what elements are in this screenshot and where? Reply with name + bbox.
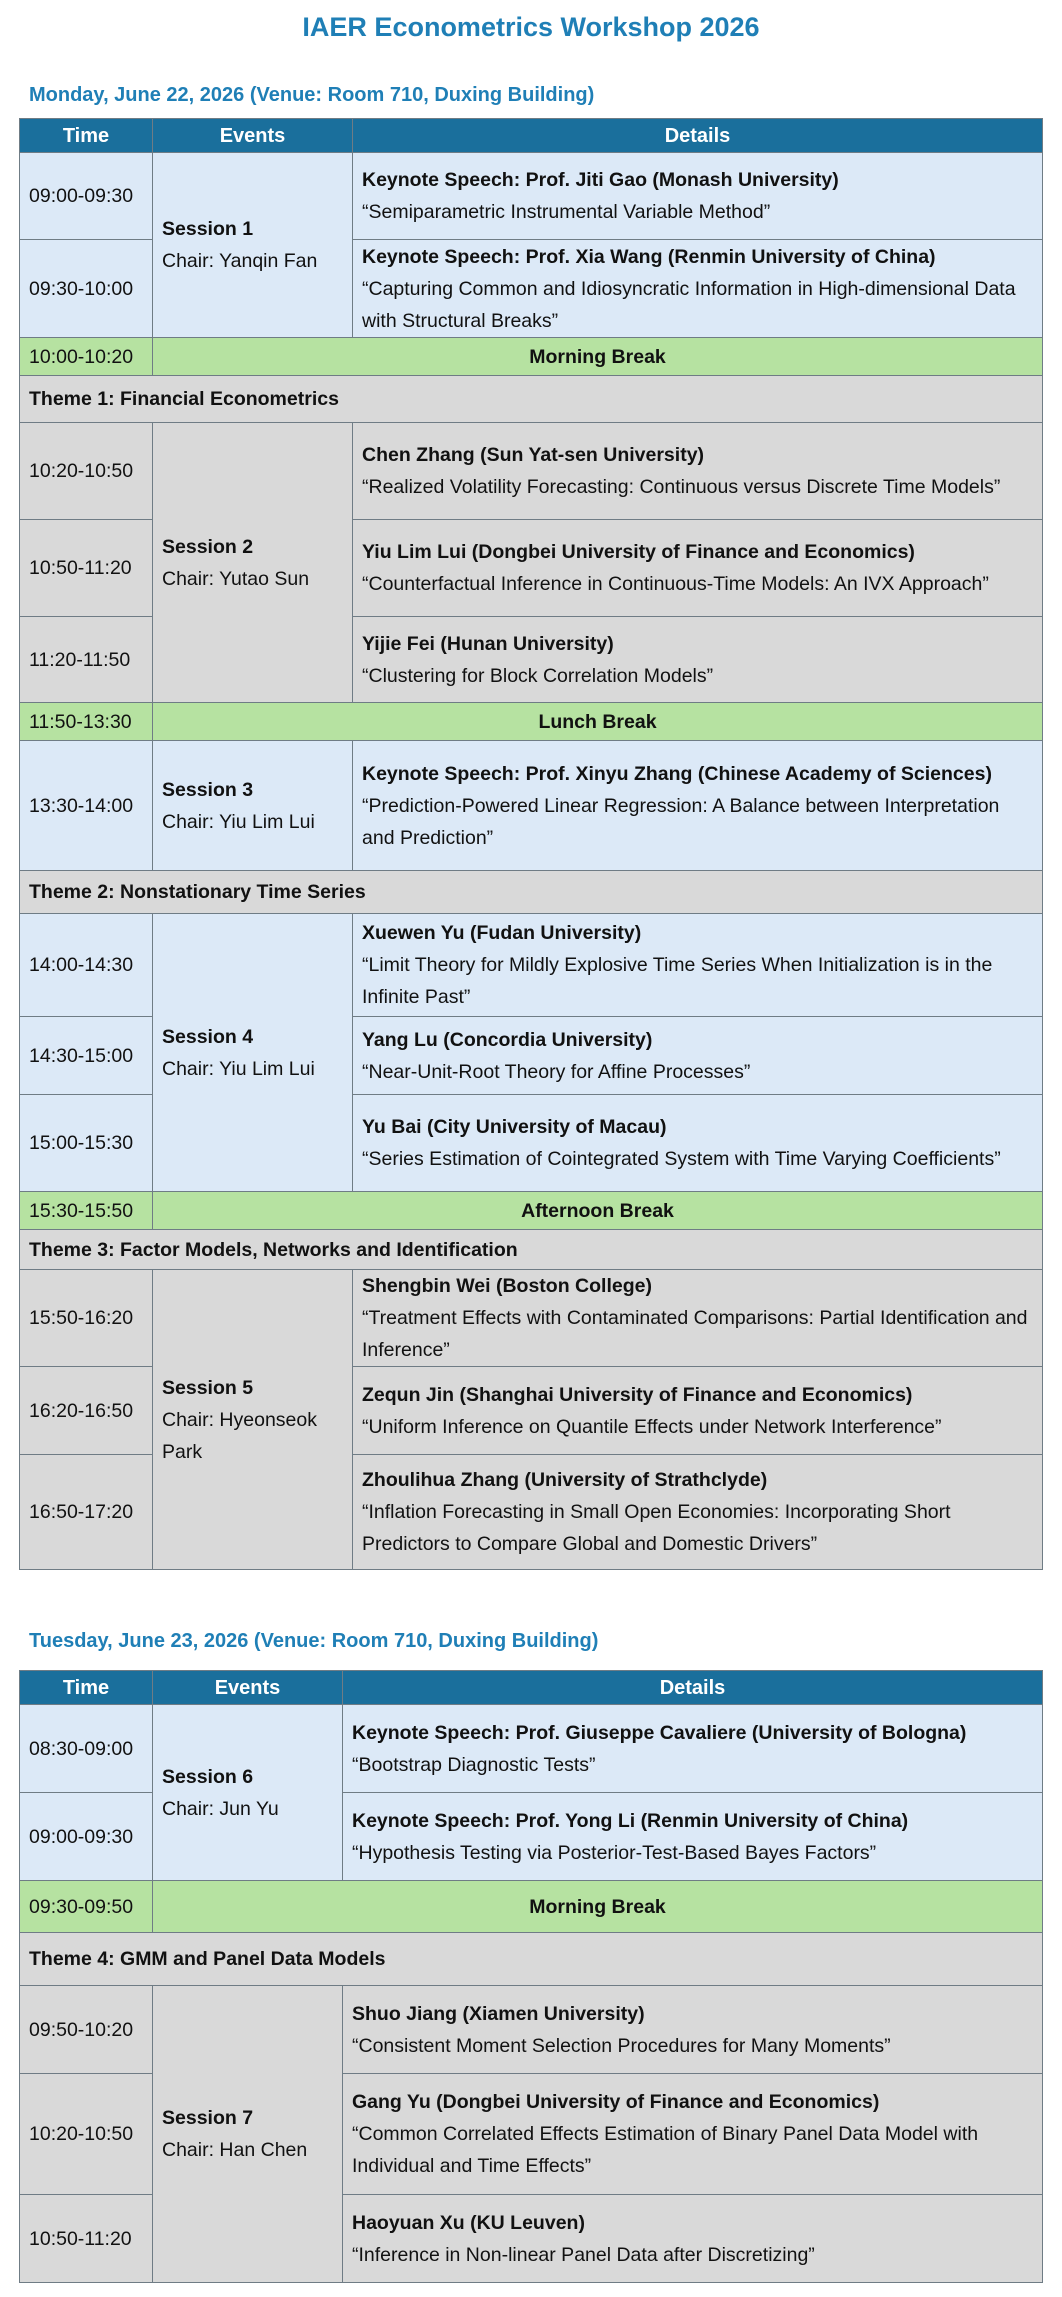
session-name: Session 6 (162, 1765, 254, 1788)
table-row (20, 1705, 1043, 1793)
theme-row (20, 376, 1043, 423)
detail-cell (353, 423, 1043, 520)
detail-cell (353, 153, 1043, 240)
detail-cell (343, 1793, 1043, 1881)
talk-title: “Limit Theory for Mildly Explosive Time Series When Initialization is in the Infinite Past” (362, 954, 993, 1008)
time-cell: 10:50-11:20 (20, 520, 153, 617)
speaker: Yiu Lim Lui (Dongbei University of Finance and Economics) (362, 541, 915, 563)
talk-title: “Near-Unit-Root Theory for Affine Processes” (362, 1060, 751, 1083)
speaker: Keynote Speech: Prof. Yong Li (Renmin University of China) (352, 1809, 909, 1832)
theme-label: Theme 1: Financial Econometrics (20, 376, 1043, 423)
time-cell: 10:00-10:20 (20, 338, 153, 376)
event-cell (153, 741, 353, 871)
talk-title: “Semiparametric Instrumental Variable Method” (362, 201, 771, 223)
detail-cell (353, 520, 1043, 617)
theme-row (20, 1230, 1043, 1270)
session-name: Session 3 (162, 778, 254, 801)
time-cell: 13:30-14:00 (20, 741, 153, 871)
page-title: IAER Econometrics Workshop 2026 (302, 12, 760, 42)
header-details: Details (343, 1671, 1043, 1705)
time-cell: 15:30-15:50 (20, 1192, 153, 1230)
event-cell (153, 423, 353, 703)
event-cell (153, 1705, 343, 1881)
talk-title: “Bootstrap Diagnostic Tests” (352, 1753, 596, 1776)
schedule-table-tuesday (19, 1670, 1043, 2283)
speaker: Shuo Jiang (Xiamen University) (352, 2002, 645, 2025)
talk-title: “Consistent Moment Selection Procedures for Many Moments” (352, 2034, 891, 2057)
talk-title: “Clustering for Block Correlation Models” (362, 664, 714, 687)
time-cell: 08:30-09:00 (20, 1705, 153, 1793)
speaker: Haoyuan Xu (KU Leuven) (352, 2211, 585, 2234)
talk-title: “Counterfactual Inference in Continuous-Time Models: An IVX Approach” (362, 573, 989, 595)
talk-title: “Prediction-Powered Linear Regression: A Balance between Interpretation and Prediction” (362, 794, 1000, 849)
detail-cell (353, 914, 1043, 1017)
table-row (20, 741, 1043, 871)
table-row (20, 1986, 1043, 2074)
speaker: Xuewen Yu (Fudan University) (362, 922, 642, 944)
speaker: Chen Zhang (Sun Yat-sen University) (362, 444, 705, 466)
break-label: Afternoon Break (153, 1192, 1043, 1230)
detail-cell (343, 2074, 1043, 2195)
session-chair: Chair: Hyeonseok Park (162, 1408, 317, 1463)
time-cell: 10:20-10:50 (20, 423, 153, 520)
header-time: Time (20, 119, 153, 153)
time-cell: 14:00-14:30 (20, 914, 153, 1017)
session-name: Session 1 (162, 218, 254, 240)
event-cell (153, 1986, 343, 2283)
session-chair: Chair: Jun Yu (162, 1797, 279, 1820)
detail-cell (343, 1986, 1043, 2074)
time-cell: 16:50-17:20 (20, 1455, 153, 1570)
break-label: Morning Break (153, 1881, 1043, 1933)
speaker: Zhoulihua Zhang (University of Strathclyde) (362, 1469, 768, 1491)
speaker: Keynote Speech: Prof. Xinyu Zhang (Chinese Academy of Sciences) (362, 762, 992, 785)
time-cell: 09:00-09:30 (20, 153, 153, 240)
detail-cell (353, 1017, 1043, 1095)
detail-cell (353, 617, 1043, 703)
break-label: Morning Break (153, 338, 1043, 376)
session-name: Session 7 (162, 2107, 254, 2129)
time-cell: 10:50-11:20 (20, 2195, 153, 2283)
time-cell: 14:30-15:00 (20, 1017, 153, 1095)
time-cell: 09:30-10:00 (20, 240, 153, 338)
talk-title: “Capturing Common and Idiosyncratic Information in High-dimensional Data with Structural Breaks” (362, 277, 1016, 332)
time-cell: 09:30-09:50 (20, 1881, 153, 1933)
time-cell: 10:20-10:50 (20, 2074, 153, 2195)
talk-title: “Inflation Forecasting in Small Open Economies: Incorporating Short Predictors to Compare Global and Domestic Drivers” (362, 1501, 951, 1555)
theme-label: Theme 4: GMM and Panel Data Models (20, 1933, 1043, 1986)
time-cell: 11:50-13:30 (20, 703, 153, 741)
time-cell: 11:20-11:50 (20, 617, 153, 703)
speaker: Zequn Jin (Shanghai University of Finance and Economics) (362, 1383, 913, 1406)
talk-title: “Realized Volatility Forecasting: Continuous versus Discrete Time Models” (362, 476, 1001, 498)
event-cell (153, 1270, 353, 1570)
break-row (20, 1881, 1043, 1933)
detail-cell (353, 1270, 1043, 1367)
session-chair: Chair: Yiu Lim Lui (162, 1057, 315, 1080)
speaker: Yu Bai (City University of Macau) (362, 1116, 667, 1138)
time-cell: 09:50-10:20 (20, 1986, 153, 2074)
break-label: Lunch Break (153, 703, 1043, 741)
session-name: Session 4 (162, 1025, 254, 1048)
detail-cell (343, 1705, 1043, 1793)
header-details: Details (353, 119, 1043, 153)
schedule-table-monday (19, 118, 1043, 1570)
talk-title: “Hypothesis Testing via Posterior-Test-Based Bayes Factors” (352, 1841, 877, 1864)
speaker: Keynote Speech: Prof. Xia Wang (Renmin University of China) (362, 245, 936, 268)
detail-cell (353, 1095, 1043, 1192)
event-cell (153, 153, 353, 338)
session-chair: Chair: Yutao Sun (162, 567, 310, 590)
detail-cell (353, 1455, 1043, 1570)
speaker: Gang Yu (Dongbei University of Finance and Economics) (352, 2091, 880, 2113)
time-cell: 16:20-16:50 (20, 1367, 153, 1455)
detail-cell (353, 1367, 1043, 1455)
talk-title: “Series Estimation of Cointegrated System with Time Varying Coefficients” (362, 1148, 1001, 1170)
talk-title: “Common Correlated Effects Estimation of Binary Panel Data Model with Individual and Time Effects” (352, 2123, 979, 2177)
theme-label: Theme 2: Nonstationary Time Series (20, 871, 1043, 914)
speaker: Shengbin Wei (Boston College) (362, 1275, 652, 1297)
speaker: Keynote Speech: Prof. Giuseppe Cavaliere (University of Bologna) (352, 1721, 967, 1744)
header-events: Events (153, 1671, 343, 1705)
talk-title: “Treatment Effects with Contaminated Comparisons: Partial Identification and Inference” (362, 1307, 1028, 1361)
detail-cell (353, 240, 1043, 338)
day-heading-tuesday: Tuesday, June 23, 2026 (Venue: Room 710, Duxing Building) (29, 1630, 599, 1652)
theme-row (20, 871, 1043, 914)
detail-cell (353, 741, 1043, 871)
talk-title: “Uniform Inference on Quantile Effects under Network Interference” (362, 1415, 942, 1438)
session-chair: Chair: Han Chen (162, 2139, 308, 2161)
time-cell: 15:50-16:20 (20, 1270, 153, 1367)
speaker: Keynote Speech: Prof. Jiti Gao (Monash University) (362, 169, 839, 191)
session-name: Session 5 (162, 1376, 254, 1399)
theme-row (20, 1933, 1043, 1986)
table-row (20, 423, 1043, 520)
break-row (20, 703, 1043, 741)
session-chair: Chair: Yanqin Fan (162, 250, 318, 272)
session-chair: Chair: Yiu Lim Lui (162, 810, 315, 833)
break-row (20, 338, 1043, 376)
table-row (20, 1270, 1043, 1367)
talk-title: “Inference in Non-linear Panel Data after Discretizing” (352, 2243, 815, 2266)
speaker: Yijie Fei (Hunan University) (362, 632, 614, 655)
event-cell (153, 914, 353, 1192)
detail-cell (343, 2195, 1043, 2283)
theme-label: Theme 3: Factor Models, Networks and Identification (20, 1230, 1043, 1270)
header-events: Events (153, 119, 353, 153)
time-cell: 09:00-09:30 (20, 1793, 153, 1881)
table-row (20, 914, 1043, 1017)
time-cell: 15:00-15:30 (20, 1095, 153, 1192)
speaker: Yang Lu (Concordia University) (362, 1028, 653, 1051)
break-row (20, 1192, 1043, 1230)
day-heading-monday: Monday, June 22, 2026 (Venue: Room 710, Duxing Building) (29, 84, 595, 106)
header-time: Time (20, 1671, 153, 1705)
table-row (20, 153, 1043, 240)
session-name: Session 2 (162, 535, 254, 558)
